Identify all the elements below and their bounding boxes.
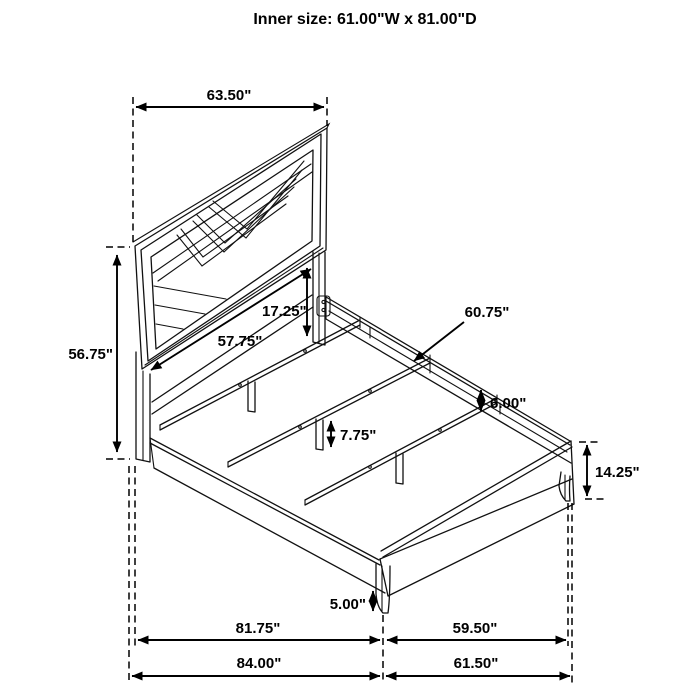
dim-label-front-leg-height: 5.00" <box>329 596 366 613</box>
bed-frame <box>150 297 574 613</box>
slat <box>305 395 497 505</box>
center-support-leg <box>248 381 255 412</box>
dim-label-overall-length: 84.00" <box>236 655 282 672</box>
slat-assembly <box>160 317 497 505</box>
dim-label-footboard-height: 14.25" <box>595 464 640 481</box>
headboard-right-leg <box>313 252 325 345</box>
dim-leader-side-rail-length <box>414 322 464 361</box>
dim-label-inner-frame-length: 81.75" <box>235 620 281 637</box>
dim-label-inner-footboard-width: 59.50" <box>452 620 498 637</box>
dim-label-rail-face-height: 6.00" <box>490 395 527 412</box>
dim-label-side-rail-length: 60.75" <box>464 304 510 321</box>
page-title: Inner size: 61.00"W x 81.00"D <box>253 11 477 28</box>
dim-label-headboard-height: 56.75" <box>68 346 113 363</box>
center-support-leg <box>316 419 323 450</box>
center-support-leg <box>396 453 403 484</box>
dim-label-panel-to-rail: 17.25" <box>262 303 307 320</box>
footboard <box>380 441 574 596</box>
headboard <box>133 124 330 462</box>
footboard-right-leg <box>559 472 570 501</box>
dim-label-headboard-width: 63.50" <box>206 87 252 104</box>
left-side-rail <box>150 438 385 593</box>
dim-label-overall-width: 61.50" <box>453 655 499 672</box>
dimension-annotations <box>68 87 639 684</box>
dim-label-center-leg-height: 7.75" <box>340 427 377 444</box>
dim-label-slat-span: 57.75" <box>217 333 263 350</box>
